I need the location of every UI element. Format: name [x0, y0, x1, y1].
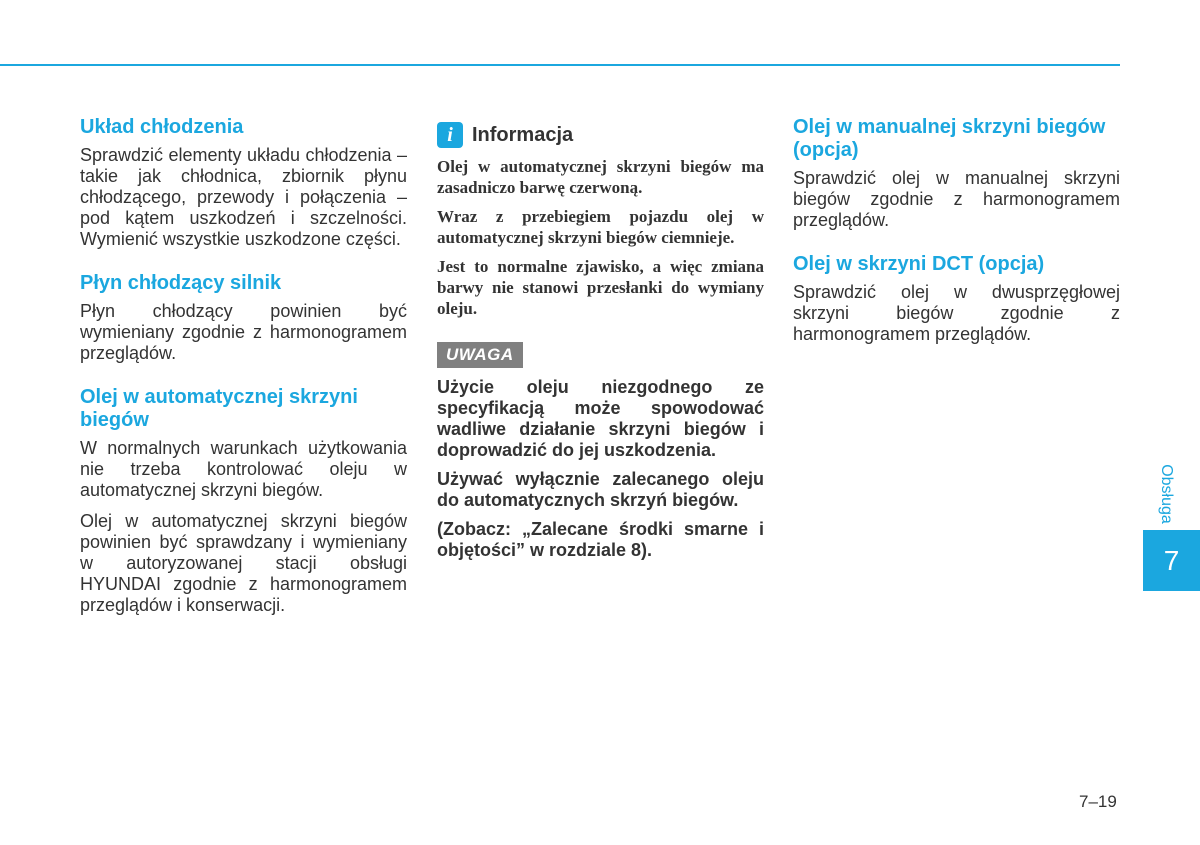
section-title: Olej w automatycznej skrzyni biegów	[80, 386, 358, 431]
paragraph: W normalnych warunkach użytkowania nie trzeba kontrolować oleju w automatycznej skrzyni biegów.	[80, 438, 407, 500]
info-header	[437, 122, 764, 148]
warning-paragraph: Użycie oleju niezgodnego ze specyfikacją może spowodować wadliwe działanie skrzyni biegów i doprowadzić do jej uszkodzenia.	[437, 377, 764, 460]
paragraph: Sprawdzić elementy układu chłodzenia – takie jak chłodnica, zbiornik płynu chłodzącego, przewody i połączenia – pod kątem uszkodzeń i szczelności. Wymienić wszystkie uszkodzone części.	[80, 145, 407, 249]
chapter-side-label: Obsługa	[1158, 464, 1175, 524]
warning-paragraph: (Zobacz: „Zalecane środki smarne i objętości” w rozdziale 8).	[437, 519, 764, 560]
info-icon: i	[437, 122, 463, 148]
page-number: 7–19	[1079, 792, 1117, 811]
info-paragraph: Olej w automatycznej skrzyni biegów ma zasadniczo barwę czerwoną.	[437, 157, 764, 197]
section-title: Płyn chłodzący silnik	[80, 272, 282, 294]
paragraph: Płyn chłodzący powinien być wymieniany zgodnie z harmonogramem przeglądów.	[80, 301, 407, 363]
info-box	[437, 122, 764, 319]
paragraph: Sprawdzić olej w dwusprzęgłowej skrzyni biegów zgodnie z harmonogramem przeglądów.	[793, 282, 1120, 344]
section-engine-coolant	[80, 272, 407, 364]
section-cooling-system	[80, 116, 407, 250]
section-title: Olej w manualnej skrzyni biegów (opcja)	[793, 116, 1106, 161]
header-rule	[0, 64, 1120, 66]
info-paragraph: Wraz z przebiegiem pojazdu olej w automatycznej skrzyni biegów ciemnieje.	[437, 207, 764, 247]
section-manual-transmission-oil	[793, 116, 1120, 231]
warning-box	[437, 327, 764, 561]
section-title: Układ chłodzenia	[80, 116, 244, 138]
paragraph: Sprawdzić olej w manualnej skrzyni biegów zgodnie z harmonogramem przeglądów.	[793, 168, 1120, 230]
column-left	[80, 116, 407, 626]
paragraph: Olej w automatycznej skrzyni biegów powinien być sprawdzany i wymieniany w autoryzowanej stacji obsługi HYUNDAI zgodnie z harmonogramem przeglądów i konserwacji.	[80, 511, 407, 615]
warning-badge: UWAGA	[437, 342, 523, 368]
chapter-tab: 7	[1143, 530, 1200, 591]
section-dct-oil	[793, 253, 1120, 345]
info-title: Informacja	[472, 123, 574, 146]
info-paragraph: Jest to normalne zjawisko, a więc zmiana barwy nie stanowi przesłanki do wymiany oleju.	[437, 257, 764, 318]
column-middle	[437, 122, 764, 569]
warning-paragraph: Używać wyłącznie zalecanego oleju do automatycznych skrzyń biegów.	[437, 469, 764, 510]
section-automatic-transmission-oil	[80, 386, 407, 616]
column-right	[793, 116, 1120, 355]
section-title: Olej w skrzyni DCT (opcja)	[793, 253, 1045, 275]
